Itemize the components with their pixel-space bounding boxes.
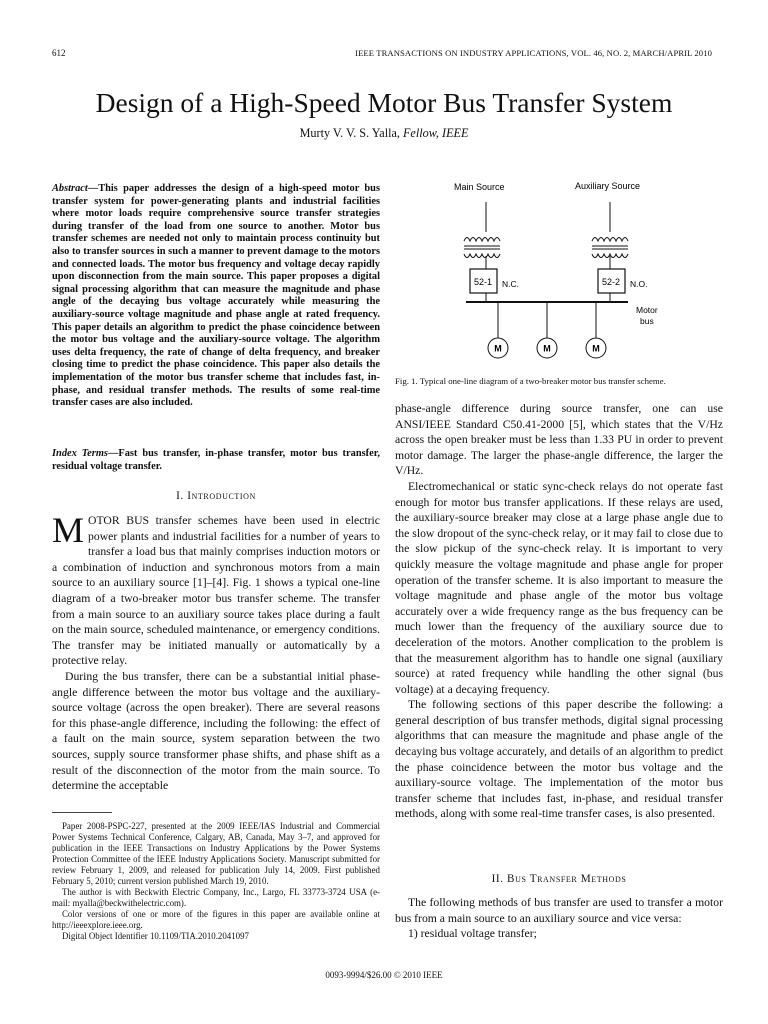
column2-body bbox=[395, 401, 723, 822]
col2-paragraph-2: Electromechanical or static sync-check relays do not operate fast enough for motor bus transfer applications. If these relays are used, the auxiliary-source breaker may close at a large phase angle due to the slow dropout of the sync-check relay, or it may fail to close due to the slow pickup of the sync-check relay. It is important to very quickly measure the voltage magnitude and phase angle for proper operation of the transfer scheme. It is also important to measure the voltage magnitude and phase angle of the motor bus voltage accurately over a wide frequency range as the bus frequency can be much lower than the frequency of the auxiliary source due to deceleration of the motors. Another complication to the problem is that the measurement algorithm has to handle one signal (auxiliary source) at rated frequency while handling the other signal (bus voltage) at a decaying frequency. bbox=[395, 479, 723, 696]
abstract bbox=[52, 183, 380, 410]
page-number: 612 bbox=[52, 48, 66, 58]
breaker-52-2-label: 52-2 bbox=[602, 277, 621, 287]
figure-caption: Fig. 1. Typical one-line diagram of a two-breaker motor bus transfer scheme. bbox=[395, 376, 666, 386]
index-terms-lead: Index Terms bbox=[52, 448, 108, 459]
col2-paragraph-1: phase-angle difference during source transfer, one can use ANSI/IEEE Standard C50.41-2000 [5], which states that the V/Hz across the open breaker must be less than 1.33 PU in order to prevent motor damage. The larger the phase-angle difference, the larger the V/Hz. bbox=[395, 402, 723, 478]
aux-source-label: Auxiliary Source bbox=[575, 181, 641, 191]
paper-title: Design of a High-Speed Motor Bus Transfer System bbox=[95, 87, 673, 118]
breaker-52-1-label: 52-1 bbox=[474, 277, 493, 287]
footnote-doi: Digital Object Identifier 10.1109/TIA.2010.2041097 bbox=[62, 931, 249, 941]
abstract-text: —This paper addresses the design of a high-speed motor bus transfer system for power-generating plants and industrial facilities where motor loads require comprehensive source transfer strategies during transfer of the load from one source to another. Motor bus transfer schemes are needed not only to maintain process continuity but also to transfer sources in such a manner to prevent damage to the motors and connected loads. The motor bus frequency and voltage decay rapidly upon disconnection from the main source. This paper proposes a digital signal processing algorithm that can measure the magnitude and phase angle of the decaying bus voltage accurately while measuring the auxiliary-source voltage magnitude and phase angle at rated frequency. This paper details an algorithm to predict the phase coincidence between the motor bus voltage and the auxiliary-source voltage. The algorithm uses delta frequency, the rate of change of delta frequency, and breaker closing time to predict the phase coincidence. This paper also details the implementation of the motor bus transfer scheme that includes fast, in-phase, and residual transfer methods. The results of some real-time transfer cases are also included. bbox=[52, 183, 380, 409]
breaker-52-2-state: N.O. bbox=[630, 279, 648, 289]
intro-paragraph-1 bbox=[52, 510, 380, 669]
drop-cap: M bbox=[52, 510, 85, 550]
intro-paragraph-1-text: OTOR BUS transfer schemes have been used in electric power plants and industrial facilities for a number of years to transfer a load bus that mainly comprises induction motors or a combination of induction and synchronous motors from a main source to an auxiliary source [1]–[4]. Fig. 1 shows a typical one-line diagram of a two-breaker motor bus transfer scheme. The transfer from a main source to an auxiliary source takes place during a fault on the main source, scheduled maintenance, or emergency conditions. The transfer may be initiated manually or automatically by a protective relay. bbox=[52, 514, 380, 668]
breaker-52-1-state: N.C. bbox=[502, 279, 519, 289]
motor-bus-label-2: bus bbox=[640, 316, 654, 326]
footnotes bbox=[52, 821, 380, 942]
section2-body bbox=[395, 895, 723, 942]
abstract-lead: Abstract bbox=[52, 183, 88, 194]
main-source-label: Main Source bbox=[454, 182, 505, 192]
motor-label: M bbox=[543, 343, 551, 354]
author-grade: Fellow, IEEE bbox=[402, 126, 469, 140]
section-heading-bus-transfer-methods: II. Bus Transfer Methods bbox=[491, 873, 627, 885]
introduction-body bbox=[52, 510, 380, 794]
author-line bbox=[0, 126, 768, 141]
transformer-icon-auxiliary bbox=[592, 202, 628, 269]
figure-one-line-diagram bbox=[440, 176, 680, 366]
section-heading-introduction: I. Introduction bbox=[176, 490, 256, 502]
journal-header: IEEE TRANSACTIONS ON INDUSTRY APPLICATIONS, VOL. 46, NO. 2, MARCH/APRIL 2010 bbox=[355, 48, 712, 58]
sec2-paragraph-1: The following methods of bus transfer are used to transfer a motor bus from a main source to an auxiliary source and vice versa: bbox=[395, 896, 723, 925]
index-terms bbox=[52, 448, 380, 473]
intro-paragraph-2: During the bus transfer, there can be a substantial initial phase-angle difference between the motor bus voltage and the auxiliary-source voltage (across the open breaker). There are several reasons for this phase-angle difference, including the following: the effect of a fault on the main source, system separation between the two sources, supply source transformer phase shifts, and phase shift as a result of the disconnection of the motor from the main source. To determine the acceptable bbox=[52, 669, 380, 793]
footnote-color-figures: Color versions of one or more of the figures in this paper are available online at http://ieeexplore.ieee.org. bbox=[52, 909, 380, 930]
index-terms-text: —Fast bus transfer, in-phase transfer, motor bus transfer, residual voltage transfer. bbox=[52, 448, 380, 472]
author-name: Murty V. V. S. Yalla, bbox=[299, 126, 400, 140]
motor-bus-label-1: Motor bbox=[636, 305, 658, 315]
sec2-list-item-1: 1) residual voltage transfer; bbox=[408, 927, 537, 941]
motor-label: M bbox=[592, 343, 600, 354]
copyright-line: 0093-9994/$26.00 © 2010 IEEE bbox=[325, 970, 443, 980]
transformer-icon-main bbox=[464, 202, 500, 269]
footnote-author-affiliation: The author is with Beckwith Electric Company, Inc., Largo, FL 33773-3724 USA (e-mail: myalla@beckwithelectric.com). bbox=[52, 887, 380, 908]
footnote-paper-info: Paper 2008-PSPC-227, presented at the 2009 IEEE/IAS Industrial and Commercial Power Systems Technical Conference, Calgary, AB, Canada, May 3–7, and approved for publication in the IEEE Transactions on Industry Applications by the Power Systems Protection Committee of the IEEE Industry Applications Society. Manuscript submitted for review February 1, 2009, and released for publication July 14, 2009. First published February 5, 2010; current version published March 19, 2010. bbox=[52, 821, 380, 886]
col2-paragraph-3: The following sections of this paper describe the following: a general description of bus transfer methods, digital signal processing algorithms that can measure the magnitude and phase angle of the decaying bus voltage accurately, and details of an algorithm to predict the phase coincidence between the motor bus voltage and the auxiliary-source voltage. The implementation of the motor bus transfer scheme that includes fast, in-phase, and residual transfer methods, along with some real-time transfer cases, is also presented. bbox=[395, 698, 723, 821]
motor-label: M bbox=[494, 343, 502, 354]
footnote-rule bbox=[52, 812, 112, 813]
